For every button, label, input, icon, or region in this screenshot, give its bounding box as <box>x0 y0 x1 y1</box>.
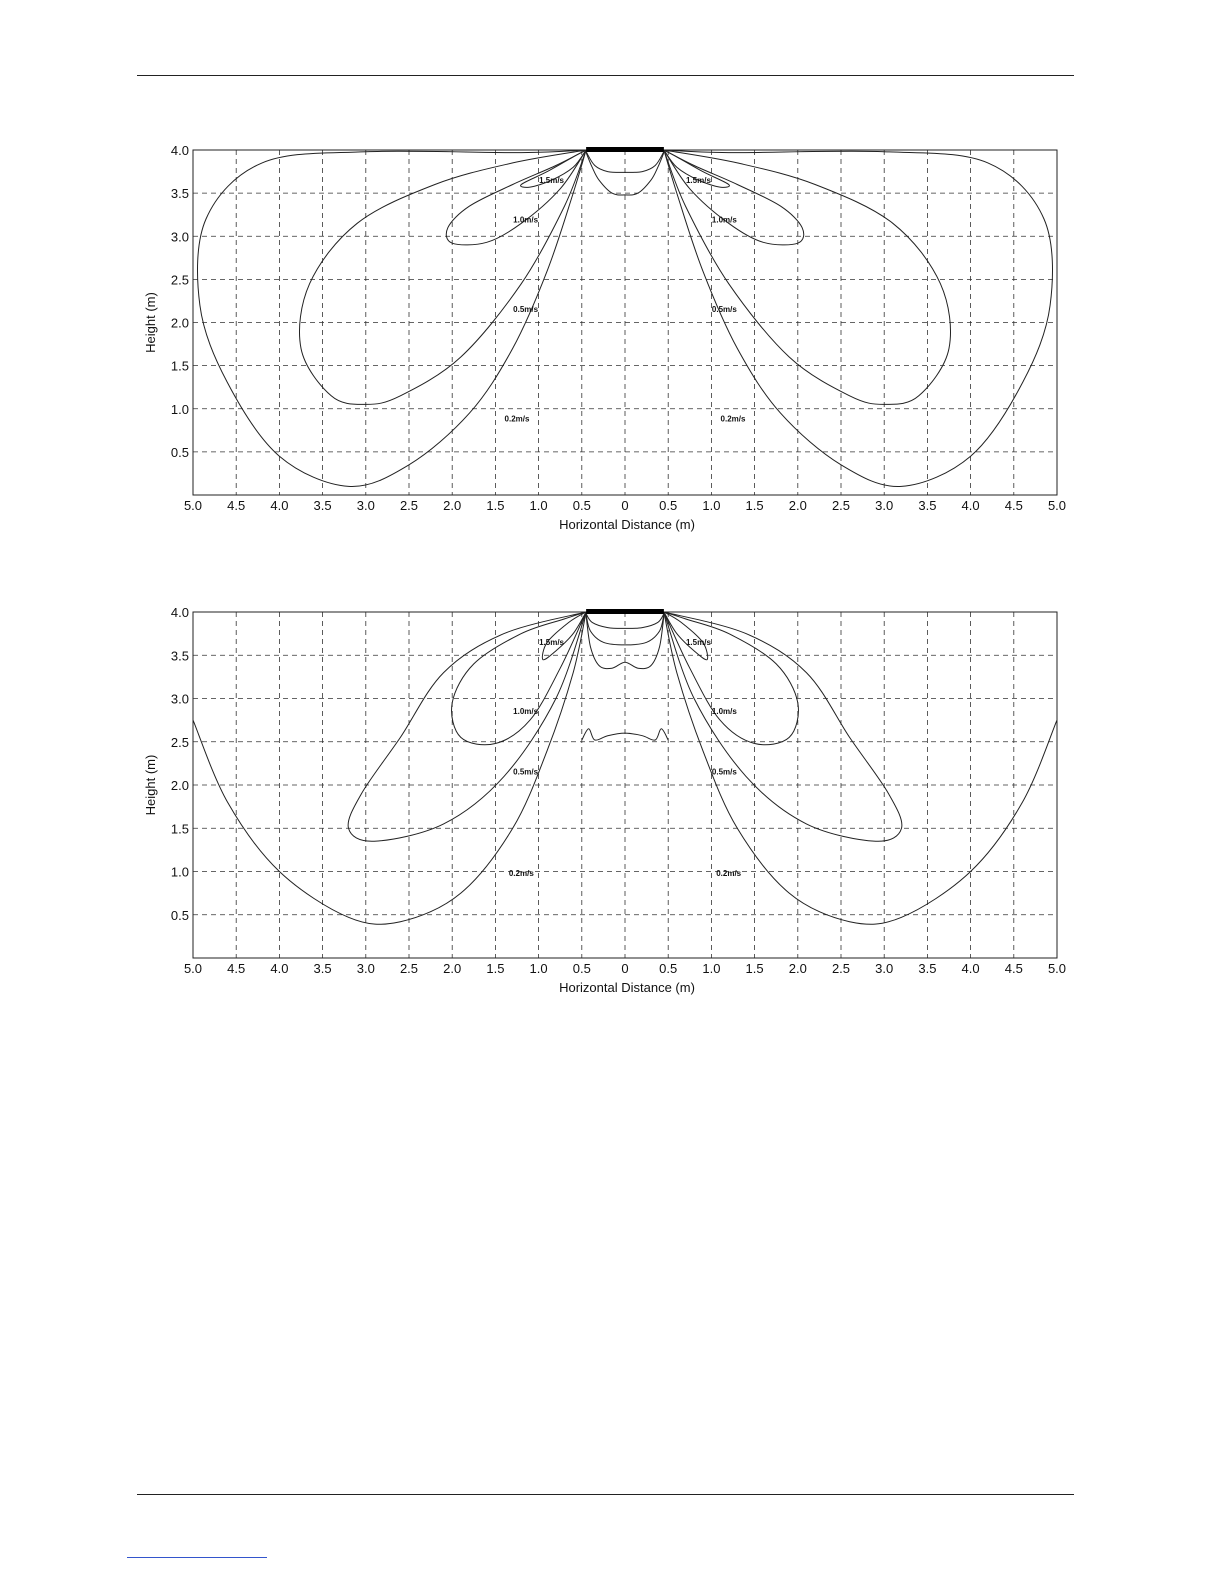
y-axis-title: Height (m) <box>143 292 158 353</box>
x-axis-title: Horizontal Distance (m) <box>559 980 695 995</box>
x-tick-label: 4.5 <box>1004 961 1023 976</box>
contour-label: 1.5m/s <box>539 175 565 185</box>
contour-left-1 <box>300 150 587 404</box>
x-tick-label: 2.5 <box>831 498 851 513</box>
x-tick-label: 0.5 <box>659 961 678 976</box>
y-tick-label: 2.5 <box>170 734 189 750</box>
y-tick-label: 3.0 <box>170 691 189 707</box>
contour-right-0 <box>664 150 1053 487</box>
contour-label: 1.0m/s <box>513 707 539 717</box>
contour-right-1 <box>664 150 951 404</box>
x-tick-label: 1.5 <box>745 961 764 976</box>
y-tick-label: 2.0 <box>170 778 189 793</box>
x-tick-label: 3.5 <box>313 498 332 513</box>
x-tick-label: 4.0 <box>270 498 289 513</box>
x-tick-label: 3.0 <box>356 961 375 976</box>
x-tick-label: 2.5 <box>399 961 419 976</box>
y-tick-label: 2.0 <box>170 315 189 331</box>
contour-label: 1.0m/s <box>711 215 737 225</box>
contour-label: 1.0m/s <box>513 215 539 225</box>
contour-label: 0.5m/s <box>513 305 539 315</box>
y-tick-label: 0.5 <box>170 907 189 923</box>
x-tick-label: 4.5 <box>227 961 246 976</box>
x-tick-label: 1.0 <box>702 961 721 976</box>
x-tick-label: 5.0 <box>1047 498 1067 513</box>
diffuser-bar <box>586 147 664 152</box>
x-tick-label: 3.0 <box>356 498 375 513</box>
x-tick-label: 1.0 <box>529 498 548 513</box>
x-tick-label: 3.0 <box>875 498 894 513</box>
contour-label: 0.2m/s <box>716 868 742 878</box>
x-tick-label: 4.0 <box>270 961 289 976</box>
contour-label: 0.2m/s <box>720 414 746 424</box>
x-tick-label: 1.5 <box>486 498 505 513</box>
x-tick-label: 2.5 <box>831 961 851 976</box>
x-tick-label: 2.5 <box>399 498 419 513</box>
x-tick-label: 3.5 <box>918 961 937 976</box>
contour-left-0 <box>197 150 586 487</box>
contour-right-2 <box>664 612 799 745</box>
footer-link-underline[interactable] <box>127 1557 267 1558</box>
x-tick-label: 0.5 <box>572 961 591 976</box>
contour-label: 1.0m/s <box>711 707 737 717</box>
contour-left-2 <box>446 150 586 245</box>
x-tick-label: 3.5 <box>313 961 332 976</box>
x-tick-label: 1.0 <box>702 498 721 513</box>
y-tick-label: 1.0 <box>170 401 189 417</box>
contour-label: 0.2m/s <box>508 868 534 878</box>
x-tick-label: 2.0 <box>788 961 807 976</box>
contour-right-2 <box>664 150 804 245</box>
x-tick-label: 0 <box>621 498 629 513</box>
x-tick-label: 5.0 <box>183 961 203 976</box>
y-tick-label: 4.0 <box>170 605 189 620</box>
contour-label: 1.5m/s <box>685 637 711 647</box>
contour-label: 1.5m/s <box>539 637 565 647</box>
y-tick-label: 0.5 <box>170 444 189 460</box>
contour-left-2 <box>452 612 587 745</box>
y-tick-label: 1.0 <box>170 864 189 880</box>
y-tick-label: 1.5 <box>170 821 189 837</box>
air-velocity-contour-chart-2 <box>0 470 1224 1030</box>
y-tick-label: 1.5 <box>170 358 189 374</box>
y-tick-label: 2.5 <box>170 272 189 288</box>
contour-label: 0.5m/s <box>711 767 737 777</box>
x-tick-label: 5.0 <box>1047 961 1067 976</box>
x-tick-label: 0.5 <box>572 498 591 513</box>
y-tick-label: 3.0 <box>170 229 189 245</box>
x-tick-label: 4.5 <box>227 498 246 513</box>
x-tick-label: 1.0 <box>529 961 548 976</box>
x-tick-label: 3.0 <box>875 961 894 976</box>
x-tick-label: 4.5 <box>1004 498 1023 513</box>
x-axis-title: Horizontal Distance (m) <box>559 517 695 532</box>
y-tick-label: 3.5 <box>170 186 189 202</box>
x-tick-label: 2.0 <box>443 961 462 976</box>
x-tick-label: 2.0 <box>443 498 462 513</box>
x-tick-label: 0 <box>621 961 629 976</box>
y-tick-label: 3.5 <box>170 648 189 664</box>
diffuser-bar <box>586 609 664 614</box>
contour-label: 0.5m/s <box>711 305 737 315</box>
x-tick-label: 1.5 <box>486 961 505 976</box>
y-axis-title: Height (m) <box>143 754 158 816</box>
y-tick-label: 4.0 <box>170 143 189 158</box>
footer-rule <box>137 1494 1074 1495</box>
contour-label: 0.2m/s <box>504 414 530 424</box>
x-tick-label: 3.5 <box>918 498 937 513</box>
x-tick-label: 1.5 <box>745 498 764 513</box>
x-tick-label: 4.0 <box>961 498 980 513</box>
x-tick-label: 4.0 <box>961 961 980 976</box>
contour-label: 1.5m/s <box>685 175 711 185</box>
contour-label: 0.5m/s <box>513 767 539 777</box>
x-tick-label: 2.0 <box>788 498 807 513</box>
x-tick-label: 5.0 <box>183 498 203 513</box>
x-tick-label: 0.5 <box>659 498 678 513</box>
